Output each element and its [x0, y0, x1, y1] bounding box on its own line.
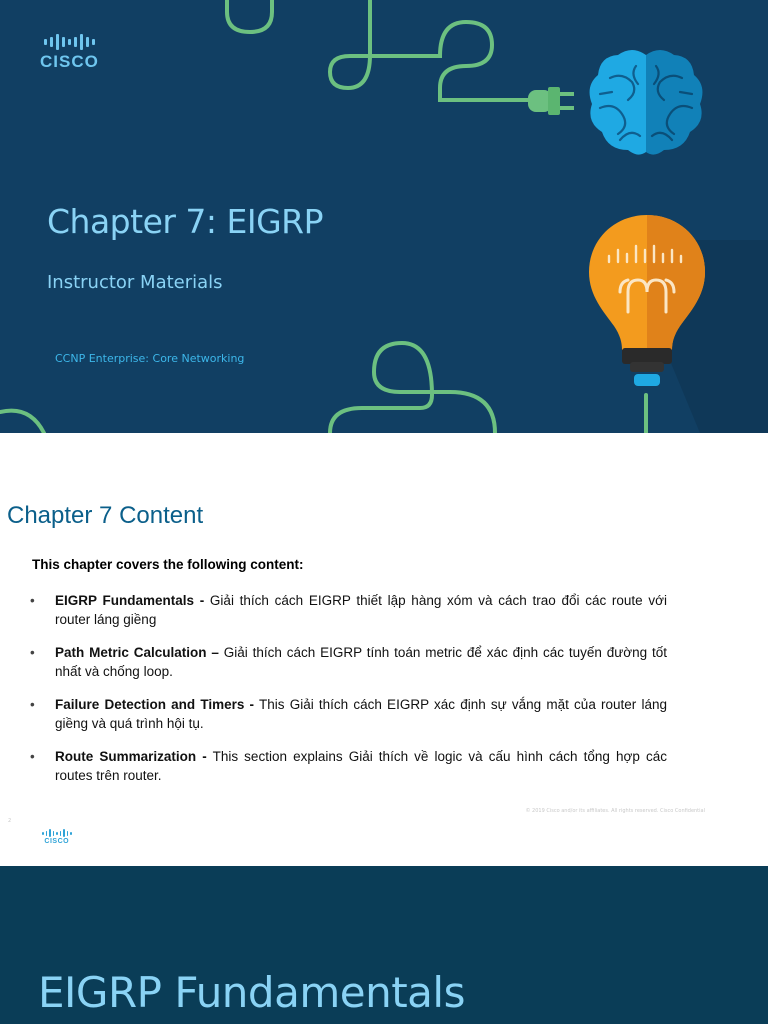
item-text: This Giải thích cách EIGRP xác định sự vắng mặt của router láng giềng và quá trình hội tụ.	[55, 697, 667, 731]
top-loop-line	[227, 0, 272, 32]
course-name: CCNP Enterprise: Core Networking	[55, 352, 245, 365]
title-slide	[0, 0, 768, 433]
section-title: EIGRP Fundamentals	[38, 968, 465, 1017]
content-intro: This chapter covers the following content:	[32, 557, 304, 572]
item-term: Path Metric Calculation –	[55, 645, 219, 660]
page-number: 2	[8, 818, 12, 824]
bullet-icon: •	[30, 697, 35, 712]
brain-icon	[590, 50, 703, 155]
item-text: This section explains Giải thích về logic và cấu hình cách tổng hợp các routes trên router.	[55, 749, 667, 783]
item-text: Giải thích cách EIGRP tính toán metric để xác định các tuyến đường tốt nhất và chống loop.	[55, 645, 667, 679]
cisco-bars-icon	[44, 34, 95, 50]
bottom-loop-line	[330, 343, 495, 433]
cisco-logo-text: CISCO	[44, 838, 70, 845]
cisco-logo	[42, 829, 72, 845]
slide-title: Chapter 7: EIGRP	[47, 202, 324, 241]
list-item	[30, 643, 667, 681]
bullet-icon: •	[30, 749, 35, 764]
section-slide	[0, 866, 768, 1024]
cisco-logo	[40, 34, 99, 72]
content-slide	[0, 433, 768, 866]
content-title: Chapter 7 Content	[7, 502, 204, 529]
bottom-left-line	[0, 411, 44, 433]
slide-subtitle: Instructor Materials	[47, 272, 223, 293]
content-list	[30, 591, 667, 799]
copyright-notice: © 2019 Cisco and/or its affiliates. All rights reserved. Cisco Confidential	[525, 808, 705, 814]
item-term: Failure Detection and Timers -	[55, 697, 255, 712]
cisco-logo-text: CISCO	[40, 52, 99, 71]
bullet-icon: •	[30, 593, 35, 608]
cisco-bars-icon	[42, 829, 72, 837]
list-item	[30, 695, 667, 733]
item-term: Route Summarization -	[55, 749, 207, 764]
plug-icon	[528, 87, 574, 115]
list-item	[30, 747, 667, 785]
list-item	[30, 591, 667, 629]
item-term: EIGRP Fundamentals -	[55, 593, 205, 608]
item-text: Giải thích cách EIGRP thiết lập hàng xóm và cách trao đổi các route với router láng giềng	[55, 593, 667, 627]
plug-cable-line	[330, 0, 530, 100]
bullet-icon: •	[30, 645, 35, 660]
